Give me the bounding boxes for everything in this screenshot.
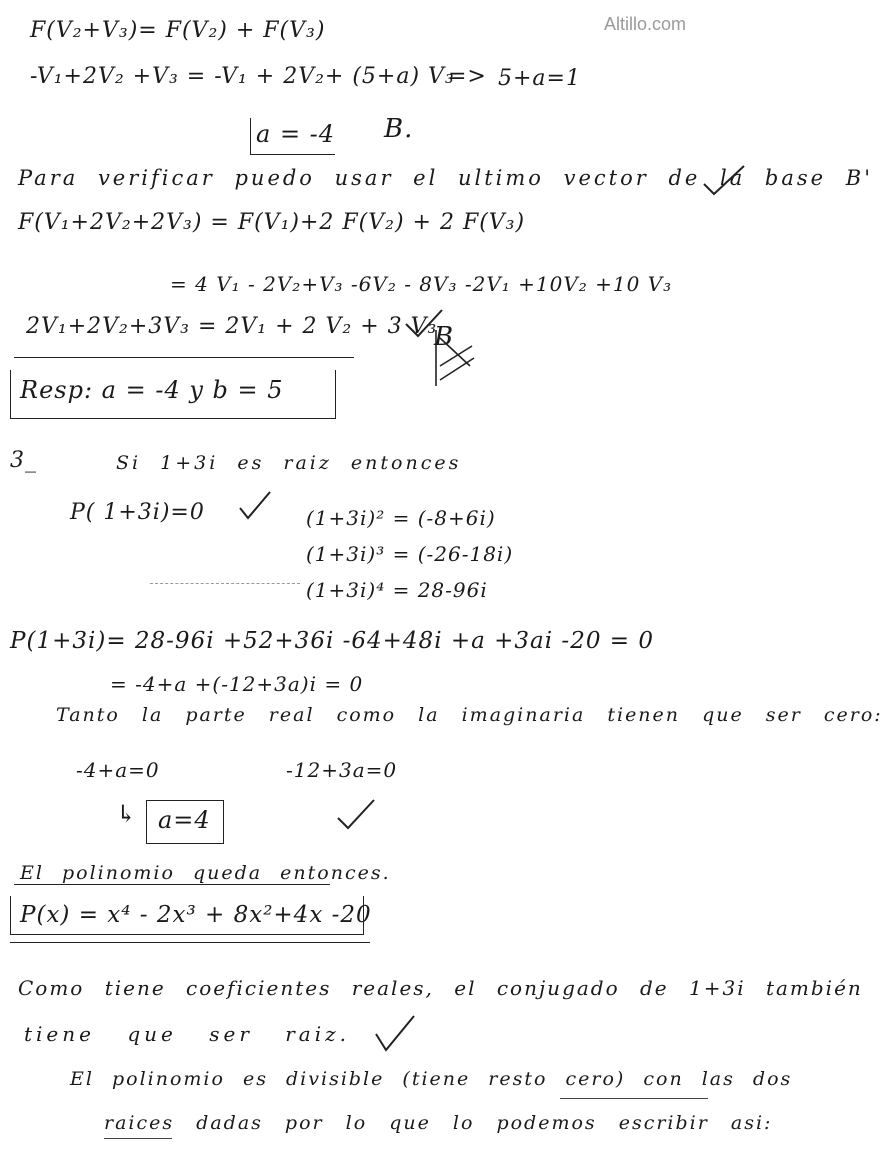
grade-mark: B. [384,114,414,144]
condition-text: Tanto la parte real como la imaginaria tienen que ser cero: [56,704,883,726]
equation-substitution: = 4 V₁ - 2V₂+V₃ -6V₂ - 8V₃ -2V₁ +10V₂ +10 V₃ [170,272,673,296]
equation-verified: 2V₁+2V₂+3V₃ = 2V₁ + 2 V₂ + 3 V₃ [26,314,438,339]
underline [560,1098,708,1099]
answer-box-2-frame [146,800,224,844]
question-number: 3_ [10,448,37,473]
faint-rule [150,583,300,584]
check-mark-icon [372,1012,418,1054]
underline [14,884,330,885]
divisible-text-2: raices dadas por lo que lo podemos escribir asi: [104,1112,773,1134]
conjugate-text-2: tiene que ser raiz. [24,1022,351,1046]
underline [104,1138,172,1139]
separator-line [14,357,354,358]
equation-real-part: -4+a=0 [76,758,160,782]
answer-resp: Resp: a = -4 y b = 5 [20,376,284,404]
grade-mark-2: B [434,322,455,352]
equation-result: 5+a=1 [498,66,581,91]
watermark: Altillo.com [604,14,687,34]
implies-symbol: => [448,64,487,89]
polynomial-box [10,896,364,935]
divisible-text-1: El polinomio es divisible (tiene resto cero) con las dos [70,1068,793,1090]
answer-a-box: a = -4 [256,120,336,148]
question-intro: Si 1+3i es raiz entonces [116,452,462,474]
answer-a-box-2: a=4 [158,806,211,834]
check-mark-icon [236,488,276,524]
equation-f-sum: F(V₂+V₃)= F(V₂) + F(V₃) [30,18,326,43]
arrow-icon: ↳ [116,800,138,828]
polynomial: P(x) = x⁴ - 2x³ + 8x²+4x -20 [20,902,372,928]
equation-expansion: -V₁+2V₂ +V₃ = -V₁ + 2V₂+ (5+a) V₃ [30,64,455,89]
conjugate-text-1: Como tiene coeficientes reales, el conjugado de 1+3i también [18,976,863,1000]
answer-resp-box [10,370,336,419]
power-4: (1+3i)⁴ = 28-96i [306,578,488,602]
equation-linear-combo: F(V₁+2V₂+2V₃) = F(V₁)+2 F(V₂) + 2 F(V₃) [18,210,526,235]
verify-text: Para verificar puedo usar el ultimo vector de la base B' [18,166,873,190]
check-mark-icon [700,160,750,200]
power-2: (1+3i)² = (-8+6i) [306,506,496,530]
equation-imag-part: -12+3a=0 [286,758,398,782]
answer-box-frame [250,118,335,155]
p-simplification: = -4+a +(-12+3a)i = 0 [110,672,364,696]
p-expansion: P(1+3i)= 28-96i +52+36i -64+48i +a +3ai -20 = 0 [10,628,655,654]
polynomial-intro: El polinomio queda entonces. [20,862,391,884]
polynomial-underline [10,942,370,943]
power-3: (1+3i)³ = (-26-18i) [306,542,514,566]
check-mark-icon [334,796,380,832]
p-zero: P( 1+3i)=0 [70,500,205,525]
